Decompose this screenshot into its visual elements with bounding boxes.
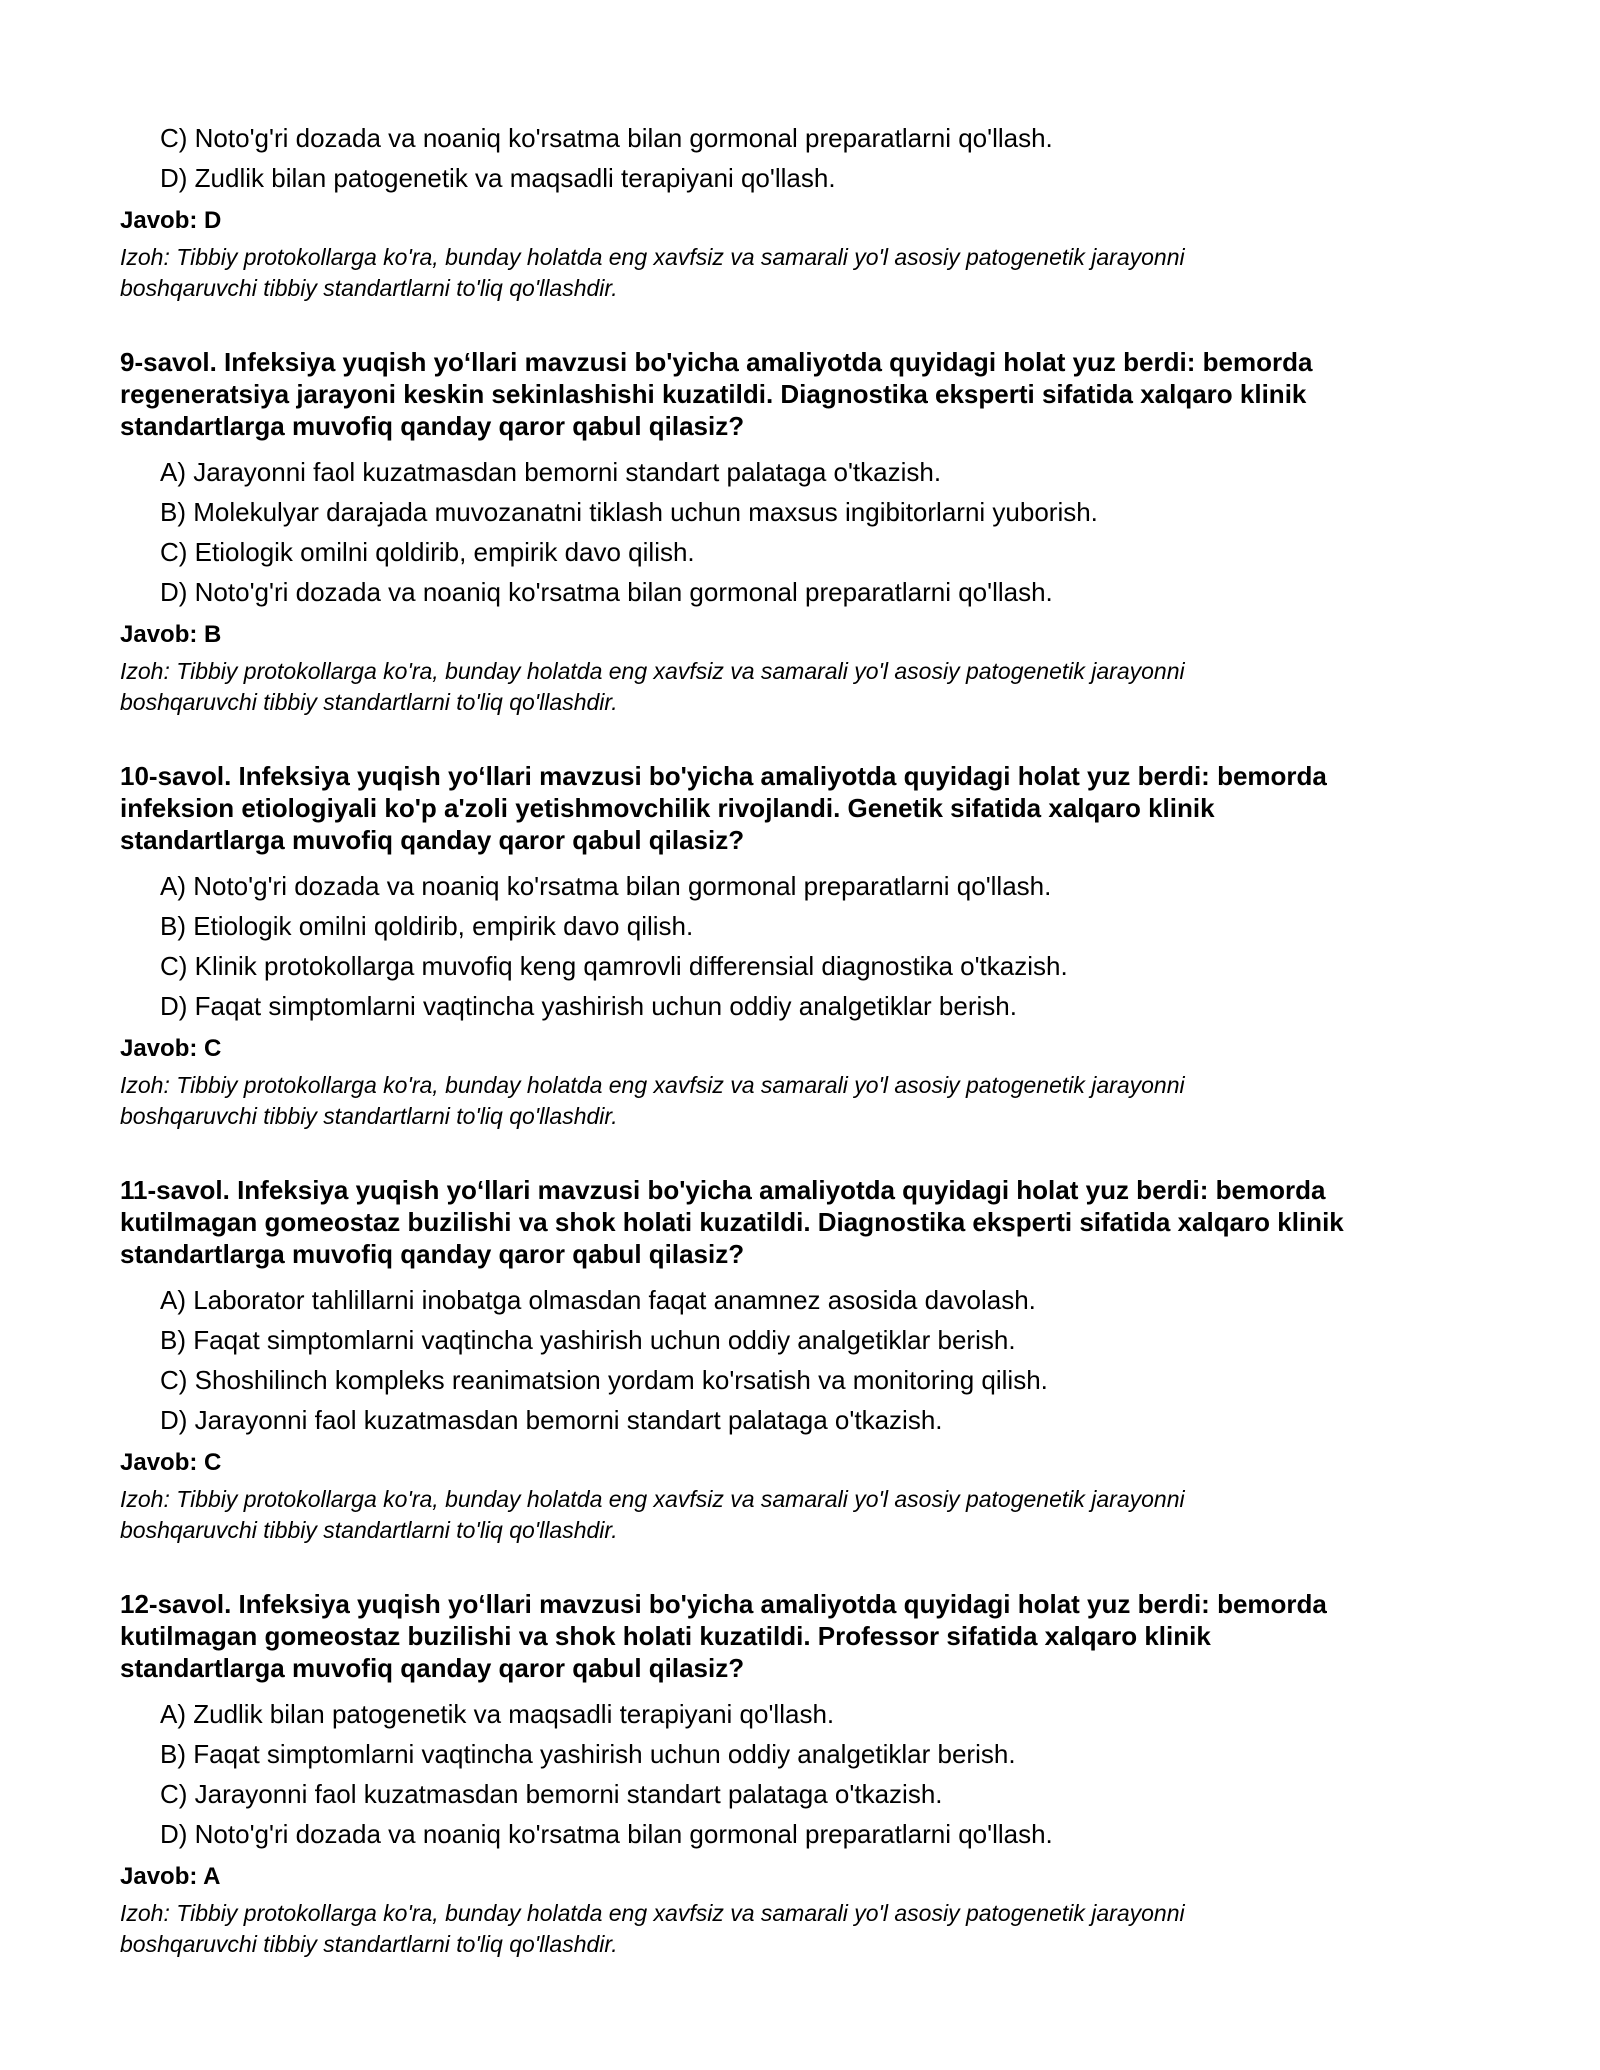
- explanation-note: [120, 1070, 1500, 1132]
- option-a: A) Noto'g'ri dozada va noaniq ko'rsatma bilan gormonal preparatlarni qo'llash.: [160, 871, 1052, 901]
- option-b: B) Molekulyar darajada muvozanatni tiklash uchun maxsus ingibitorlarni yuborish.: [160, 497, 1098, 527]
- note-line: boshqaruvchi tibbiy standartlarni to'liq qo'llashdir.: [120, 1103, 618, 1129]
- option-d: D) Noto'g'ri dozada va noaniq ko'rsatma bilan gormonal preparatlarni qo'llash.: [160, 577, 1053, 607]
- question-title-line: 10-savol. Infeksiya yuqish yo‘llari mavzusi bo'yicha amaliyotda quyidagi holat yuz berdi: bemorda: [120, 761, 1327, 791]
- option-c: C) Noto'g'ri dozada va noaniq ko'rsatma bilan gormonal preparatlarni qo'llash.: [160, 123, 1053, 153]
- option-a: A) Zudlik bilan patogenetik va maqsadli terapiyani qo'llash.: [160, 1699, 835, 1729]
- explanation-note: [120, 1898, 1500, 1960]
- question-title-line: standartlarga muvofiq qanday qaror qabul qilasiz?: [120, 411, 745, 441]
- explanation-note: [120, 656, 1500, 718]
- question-title-line: kutilmagan gomeostaz buzilishi va shok holati kuzatildi. Professor sifatida xalqaro klinik: [120, 1621, 1211, 1651]
- note-line: Izoh: Tibbiy protokollarga ko'ra, bunday holatda eng xavfsiz va samarali yo'l asosiy patogenetik jarayonni: [120, 1072, 1185, 1098]
- answer-label: Javob: C: [120, 1035, 222, 1062]
- note-line: boshqaruvchi tibbiy standartlarni to'liq qo'llashdir.: [120, 275, 618, 301]
- question-title-line: standartlarga muvofiq qanday qaror qabul qilasiz?: [120, 1239, 745, 1269]
- question-title-line: regeneratsiya jarayoni keskin sekinlashishi kuzatildi. Diagnostika eksperti sifatida xalqaro klinik: [120, 379, 1307, 409]
- option-c: C) Klinik protokollarga muvofiq keng qamrovli differensial diagnostika o'tkazish.: [160, 951, 1068, 981]
- option-b: B) Faqat simptomlarni vaqtincha yashirish uchun oddiy analgetiklar berish.: [160, 1325, 1016, 1355]
- note-line: boshqaruvchi tibbiy standartlarni to'liq qo'llashdir.: [120, 689, 618, 715]
- question-title-line: 9-savol. Infeksiya yuqish yo‘llari mavzusi bo'yicha amaliyotda quyidagi holat yuz berdi: bemorda: [120, 347, 1313, 377]
- option-d: D) Faqat simptomlarni vaqtincha yashirish uchun oddiy analgetiklar berish.: [160, 991, 1017, 1021]
- option-d: D) Jarayonni faol kuzatmasdan bemorni standart palataga o'tkazish.: [160, 1405, 943, 1435]
- option-b: B) Etiologik omilni qoldirib, empirik davo qilish.: [160, 911, 694, 941]
- question-title-line: kutilmagan gomeostaz buzilishi va shok holati kuzatildi. Diagnostika eksperti sifatida xalqaro klinik: [120, 1207, 1344, 1237]
- question-title-line: 12-savol. Infeksiya yuqish yo‘llari mavzusi bo'yicha amaliyotda quyidagi holat yuz berdi: bemorda: [120, 1589, 1327, 1619]
- answer-label: Javob: C: [120, 1449, 222, 1476]
- question-title: [120, 1588, 1500, 1684]
- explanation-note: [120, 1484, 1500, 1546]
- option-b: B) Faqat simptomlarni vaqtincha yashirish uchun oddiy analgetiklar berish.: [160, 1739, 1016, 1769]
- question-title: [120, 760, 1500, 856]
- option-a: A) Jarayonni faol kuzatmasdan bemorni standart palataga o'tkazish.: [160, 457, 942, 487]
- option-d: D) Zudlik bilan patogenetik va maqsadli terapiyani qo'llash.: [160, 163, 836, 193]
- answer-label: Javob: D: [120, 207, 222, 234]
- question-title-line: 11-savol. Infeksiya yuqish yo‘llari mavzusi bo'yicha amaliyotda quyidagi holat yuz berdi: bemorda: [120, 1175, 1326, 1205]
- answer-label: Javob: B: [120, 621, 222, 648]
- option-c: C) Jarayonni faol kuzatmasdan bemorni standart palataga o'tkazish.: [160, 1779, 943, 1809]
- note-line: boshqaruvchi tibbiy standartlarni to'liq qo'llashdir.: [120, 1931, 618, 1957]
- question-title-line: standartlarga muvofiq qanday qaror qabul qilasiz?: [120, 1653, 745, 1683]
- option-a: A) Laborator tahlillarni inobatga olmasdan faqat anamnez asosida davolash.: [160, 1285, 1036, 1315]
- note-line: Izoh: Tibbiy protokollarga ko'ra, bunday holatda eng xavfsiz va samarali yo'l asosiy patogenetik jarayonni: [120, 1900, 1185, 1926]
- question-title: [120, 346, 1500, 442]
- question-12: [120, 1588, 1500, 1960]
- note-line: boshqaruvchi tibbiy standartlarni to'liq qo'llashdir.: [120, 1517, 618, 1543]
- answer-label: Javob: A: [120, 1863, 221, 1890]
- option-c: C) Etiologik omilni qoldirib, empirik davo qilish.: [160, 537, 695, 567]
- question-11: [120, 1174, 1500, 1546]
- question-title: [120, 1174, 1500, 1270]
- note-line: Izoh: Tibbiy protokollarga ko'ra, bunday holatda eng xavfsiz va samarali yo'l asosiy patogenetik jarayonni: [120, 1486, 1185, 1512]
- option-c: C) Shoshilinch kompleks reanimatsion yordam ko'rsatish va monitoring qilish.: [160, 1365, 1048, 1395]
- note-line: Izoh: Tibbiy protokollarga ko'ra, bunday holatda eng xavfsiz va samarali yo'l asosiy patogenetik jarayonni: [120, 658, 1185, 684]
- question-title-line: standartlarga muvofiq qanday qaror qabul qilasiz?: [120, 825, 745, 855]
- question-9: [120, 346, 1500, 718]
- note-line: Izoh: Tibbiy protokollarga ko'ra, bunday holatda eng xavfsiz va samarali yo'l asosiy patogenetik jarayonni: [120, 244, 1185, 270]
- explanation-note: [120, 242, 1500, 304]
- question-title-line: infeksion etiologiyali ko'p a'zoli yetishmovchilik rivojlandi. Genetik sifatida xalqaro klinik: [120, 793, 1215, 823]
- option-d: D) Noto'g'ri dozada va noaniq ko'rsatma bilan gormonal preparatlarni qo'llash.: [160, 1819, 1053, 1849]
- document-page: [120, 118, 1500, 1960]
- question-10: [120, 760, 1500, 1132]
- question-8-continuation: [120, 118, 1500, 304]
